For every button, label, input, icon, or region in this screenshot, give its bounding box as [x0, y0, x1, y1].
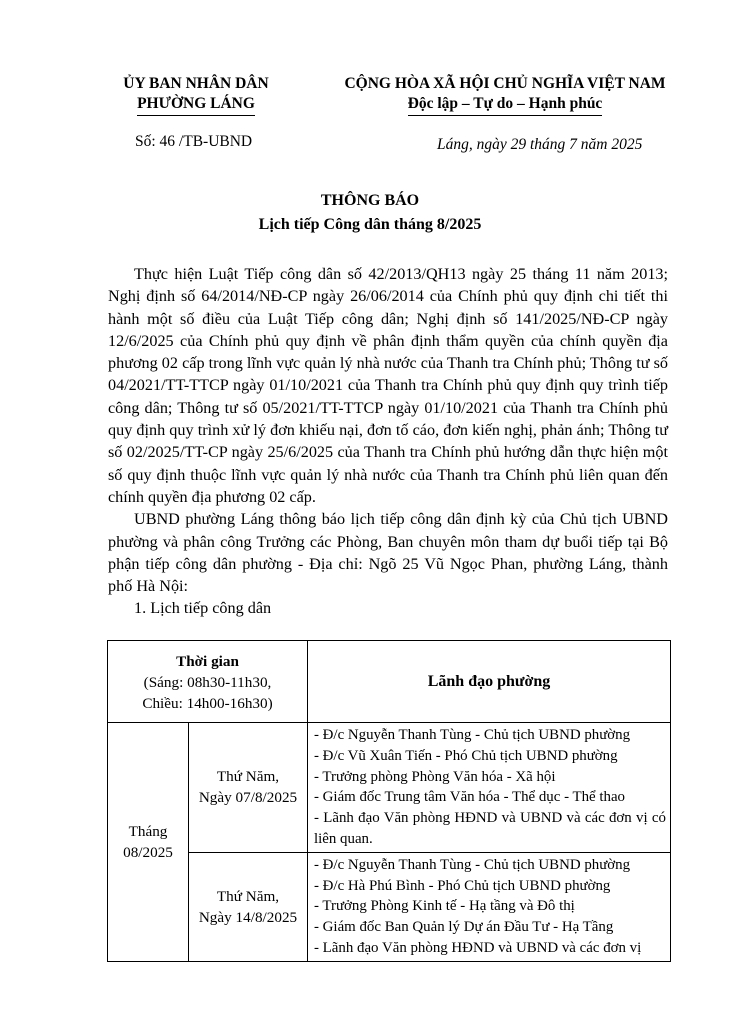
date-day-handwritten: 29 [510, 136, 527, 153]
issuing-authority [112, 74, 280, 116]
date-label: Ngày 14/8/2025 [198, 908, 298, 926]
leaders-cell [308, 852, 671, 961]
header-time-morning: (Sáng: 08h30-11h30, [143, 674, 272, 691]
leader-item: - Lãnh đạo Văn phòng HĐND và UBND và các đơn vị có liên quan. [314, 810, 666, 847]
document-title: THÔNG BÁO [320, 192, 420, 209]
month-cell [108, 723, 189, 962]
day-cell [189, 723, 308, 853]
document-date [437, 136, 642, 154]
document-subtitle: Lịch tiếp Công dân tháng 8/2025 [258, 216, 482, 233]
legal-basis-paragraph: Thực hiện Luật Tiếp công dân số 42/2013/QH13 ngày 25 tháng 11 năm 2013; Nghị định số 64/2014/NĐ-CP ngày 26/06/2014 của Chính phủ quy định chi tiết thi hành một số điều của Luật Tiếp công dân; Nghị định số 141/2025/NĐ-CP ngày 12/6/2025 của Chính phủ quy định về phân định thẩm quyền của chính quyền địa phương 02 cấp trong lĩnh vực quản lý nhà nước của Thanh tra Chính phủ; Thông tư số 04/2021/TT-TTCP ngày 01/10/2021 của Thanh tra Chính phủ quy định quy trình tiếp công dân; Thông tư số 05/2021/TT-TTCP ngày 01/10/2021 của Thanh tra Chính phủ quy định quy trình xử lý đơn khiếu nại, đơn tố cáo, đơn kiến nghị, phản ánh; Thông tư số 02/2025/TT-CP ngày 25/6/2025 của Thanh tra Chính phủ hướng dẫn thực hiện một số quy định thuộc lĩnh vực quản lý nhà nước của Thanh tra Chính phủ liên quan đến chính quyền địa phương 02 cấp. [108, 265, 668, 506]
leader-item: - Trưởng phòng Phòng Văn hóa - Xã hội [314, 768, 556, 785]
leader-item: - Đ/c Nguyễn Thanh Tùng - Chủ tịch UBND phường [314, 727, 631, 743]
table-header-row [108, 641, 671, 723]
date-label: Ngày 07/8/2025 [198, 789, 298, 807]
national-header [320, 74, 690, 116]
date-prefix: Láng, ngày [437, 136, 507, 153]
leader-item: - Lãnh đạo Văn phòng HĐND và UBND và các đơn vị [314, 939, 642, 956]
month-value: 08/2025 [123, 843, 173, 861]
reception-schedule-table [107, 640, 671, 962]
leader-item: - Giám đốc Ban Quản lý Dự án Đầu Tư - Hạ Tầng [314, 919, 614, 936]
document-number: Số: 46 /TB-UBND [135, 133, 253, 150]
month-label: Tháng [128, 822, 168, 840]
announcement-paragraph: UBND phường Láng thông báo lịch tiếp công dân định kỳ của Chủ tịch UBND phường và phân công Trưởng các Phòng, Ban chuyên môn tham dự buổi tiếp tại Bộ phận tiếp công dân phường - Địa chỉ: Ngõ 25 Vũ Ngọc Phan, phường Láng, thành phố Hà Nội: [108, 510, 668, 596]
table-row [108, 723, 671, 853]
authority-line-2: PHƯỜNG LÁNG [137, 94, 255, 116]
header-leader-cell: Lãnh đạo phường [308, 641, 671, 723]
day-cell [189, 852, 308, 961]
leader-item: - Đ/c Vũ Xuân Tiến - Phó Chủ tịch UBND phường [314, 747, 618, 764]
weekday-label: Thứ Năm, [216, 887, 280, 905]
leader-item: - Đ/c Hà Phú Bình - Phó Chủ tịch UBND phường [314, 877, 611, 894]
header-time-title: Thời gian [176, 653, 239, 670]
header-time-cell [108, 641, 308, 723]
leaders-cell [308, 723, 671, 853]
document-body [108, 263, 668, 620]
leader-item: - Đ/c Nguyễn Thanh Tùng - Chủ tịch UBND phường [314, 856, 631, 873]
national-motto: Độc lập – Tự do – Hạnh phúc [408, 94, 603, 116]
header-time-afternoon: Chiều: 14h00-16h30) [142, 695, 273, 712]
table-row [108, 852, 671, 961]
leader-item: - Trưởng Phòng Kinh tế - Hạ tầng và Đô thị [314, 898, 575, 915]
nation-name: CỘNG HÒA XÃ HỘI CHỦ NGHĨA VIỆT NAM [344, 75, 666, 92]
authority-line-1: ỦY BAN NHÂN DÂN [123, 75, 269, 92]
weekday-label: Thứ Năm, [216, 768, 280, 786]
leader-item: - Giám đốc Trung tâm Văn hóa - Thể dục - Thể thao [314, 789, 625, 806]
date-suffix: tháng 7 năm 2025 [530, 136, 643, 153]
section-heading-schedule: 1. Lịch tiếp công dân [134, 599, 272, 618]
